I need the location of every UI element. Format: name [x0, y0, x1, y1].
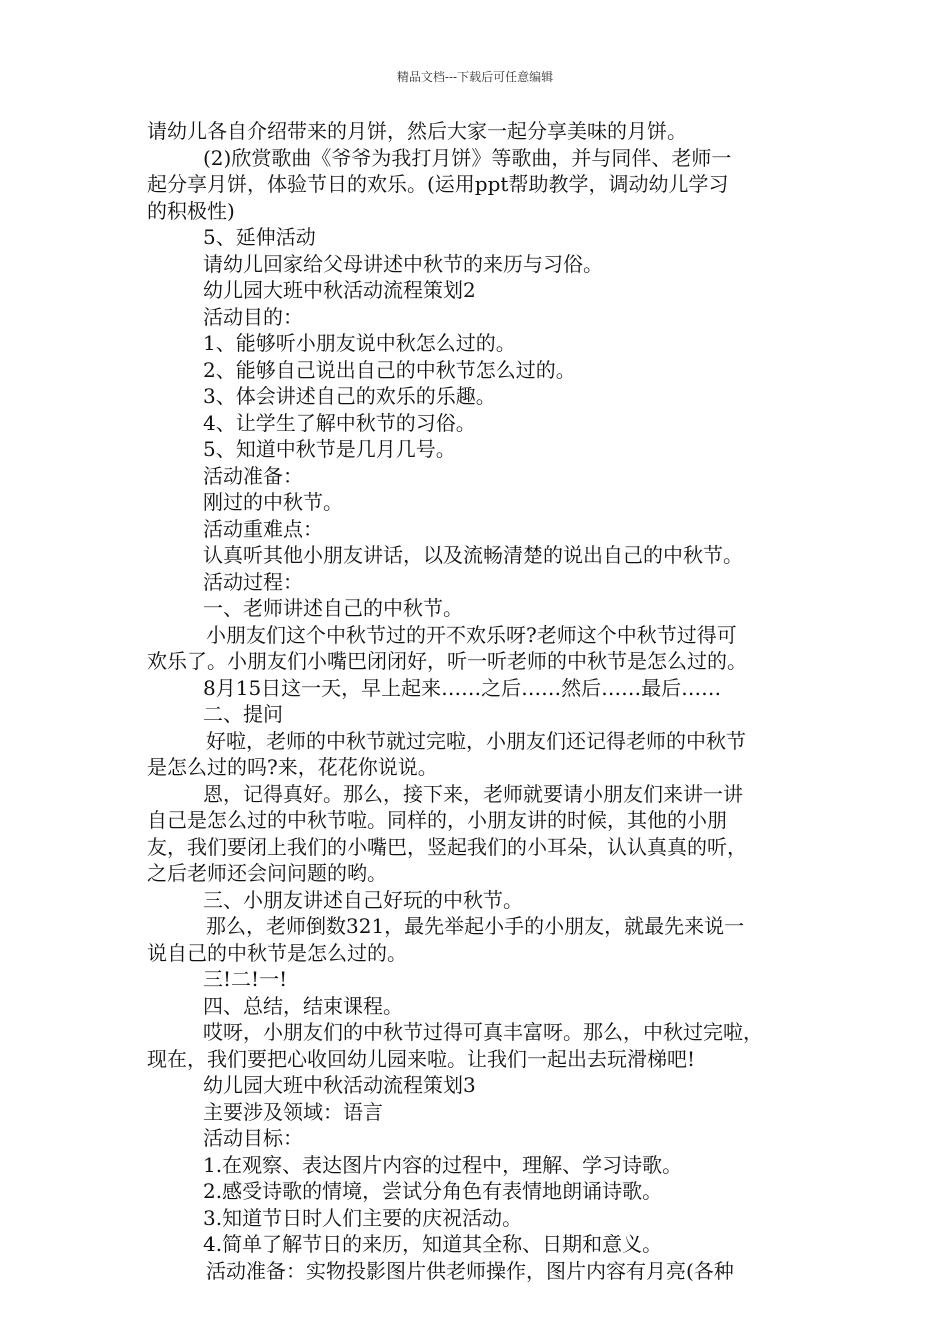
paragraph-line: 活动过程：	[203, 569, 303, 594]
paragraph-line: 活动目标：	[203, 1126, 303, 1150]
paragraph-line: 的积极性)	[147, 198, 235, 223]
paragraph-line: 4.简单了解节日的来历，知道其全称、日期和意义。	[203, 1232, 663, 1256]
page-header: 精品文档---下载后可任意编辑	[396, 70, 554, 84]
paragraph-line: 小朋友们这个中秋节过的开不欢乐呀?老师这个中秋节过得可	[206, 622, 737, 647]
paragraph-line: 4、让学生了解中秋节的习俗。	[203, 410, 476, 435]
paragraph-line: 哎呀，小朋友们的中秋节过得可真丰富呀。那么，中秋过完啦，	[203, 1020, 763, 1044]
paragraph-line: 四、总结，结束课程。	[203, 993, 403, 1018]
paragraph-line: 三!二!一!	[203, 967, 288, 991]
paragraph-line: 3.知道节日时人们主要的庆祝活动。	[203, 1205, 523, 1230]
paragraph-line: 三、小朋友讲述自己好玩的中秋节。	[203, 887, 523, 912]
paragraph-line: 之后老师还会问问题的哟。	[147, 861, 387, 885]
paragraph-line: 一、老师讲述自己的中秋节。	[203, 596, 463, 620]
paragraph-line: 二、提问	[203, 702, 283, 726]
paragraph-line: 欢乐了。小朋友们小嘴巴闭闭好，听一听老师的中秋节是怎么过的。	[147, 649, 747, 673]
paragraph-line: 认真听其他小朋友讲话，以及流畅清楚的说出自己的中秋节。	[203, 543, 743, 567]
paragraph-line: 那么，老师倒数321，最先举起小手的小朋友，就最先来说一	[206, 914, 745, 938]
paragraph-line: 2、能够自己说出自己的中秋节怎么过的。	[203, 357, 576, 382]
paragraph-line: 现在，我们要把心收回幼儿园来啦。让我们一起出去玩滑梯吧!	[147, 1046, 696, 1071]
paragraph-line: 说自己的中秋节是怎么过的。	[147, 940, 407, 965]
paragraph-line: 活动重难点：	[203, 516, 323, 541]
paragraph-line: 5、延伸活动	[203, 225, 316, 249]
paragraph-line: 刚过的中秋节。	[203, 490, 343, 514]
paragraph-line: 主要涉及领域：语言	[203, 1099, 383, 1124]
paragraph-line: 5、知道中秋节是几月几号。	[203, 437, 456, 461]
paragraph-line: 友，我们要闭上我们的小嘴巴，竖起我们的小耳朵，认认真真的听，	[147, 834, 747, 859]
paragraph-line: 1.在观察、表达图片内容的过程中，理解、学习诗歌。	[203, 1152, 683, 1177]
paragraph-line: 活动目的：	[203, 304, 303, 329]
paragraph-line: 请幼儿回家给父母讲述中秋节的来历与习俗。	[203, 251, 603, 276]
paragraph-line: 是怎么过的吗?来，花花你说说。	[147, 755, 438, 779]
paragraph-line: 1、能够听小朋友说中秋怎么过的。	[203, 331, 516, 355]
paragraph-line: (2)欣赏歌曲《爷爷为我打月饼》等歌曲，并与同伴、老师一	[203, 145, 732, 170]
paragraph-line: 2.感受诗歌的情境，尝试分角色有表情地朗诵诗歌。	[203, 1179, 663, 1203]
paragraph-line: 8月15日这一天，早上起来……之后……然后……最后……	[203, 675, 722, 700]
paragraph-line: 请幼儿各自介绍带来的月饼，然后大家一起分享美味的月饼。	[147, 119, 687, 143]
paragraph-line: 幼儿园大班中秋活动流程策划3	[203, 1073, 476, 1097]
paragraph-line: 幼儿园大班中秋活动流程策划2	[203, 278, 476, 302]
paragraph-line: 活动准备：实物投影图片供老师操作，图片内容有月亮(各种	[206, 1258, 734, 1283]
paragraph-line: 恩，记得真好。那么，接下来，老师就要请小朋友们来讲一讲	[203, 781, 743, 806]
document-body	[147, 118, 817, 1284]
paragraph-line: 好啦，老师的中秋节就过完啦，小朋友们还记得老师的中秋节	[206, 728, 746, 753]
paragraph-line: 3、体会讲述自己的欢乐的乐趣。	[203, 384, 496, 408]
paragraph-line: 起分享月饼，体验节日的欢乐。(运用ppt帮助教学，调动幼儿学习	[147, 172, 729, 196]
paragraph-line: 自己是怎么过的中秋节啦。同样的，小朋友讲的时候，其他的小朋	[147, 808, 727, 832]
paragraph-line: 活动准备：	[203, 463, 303, 488]
